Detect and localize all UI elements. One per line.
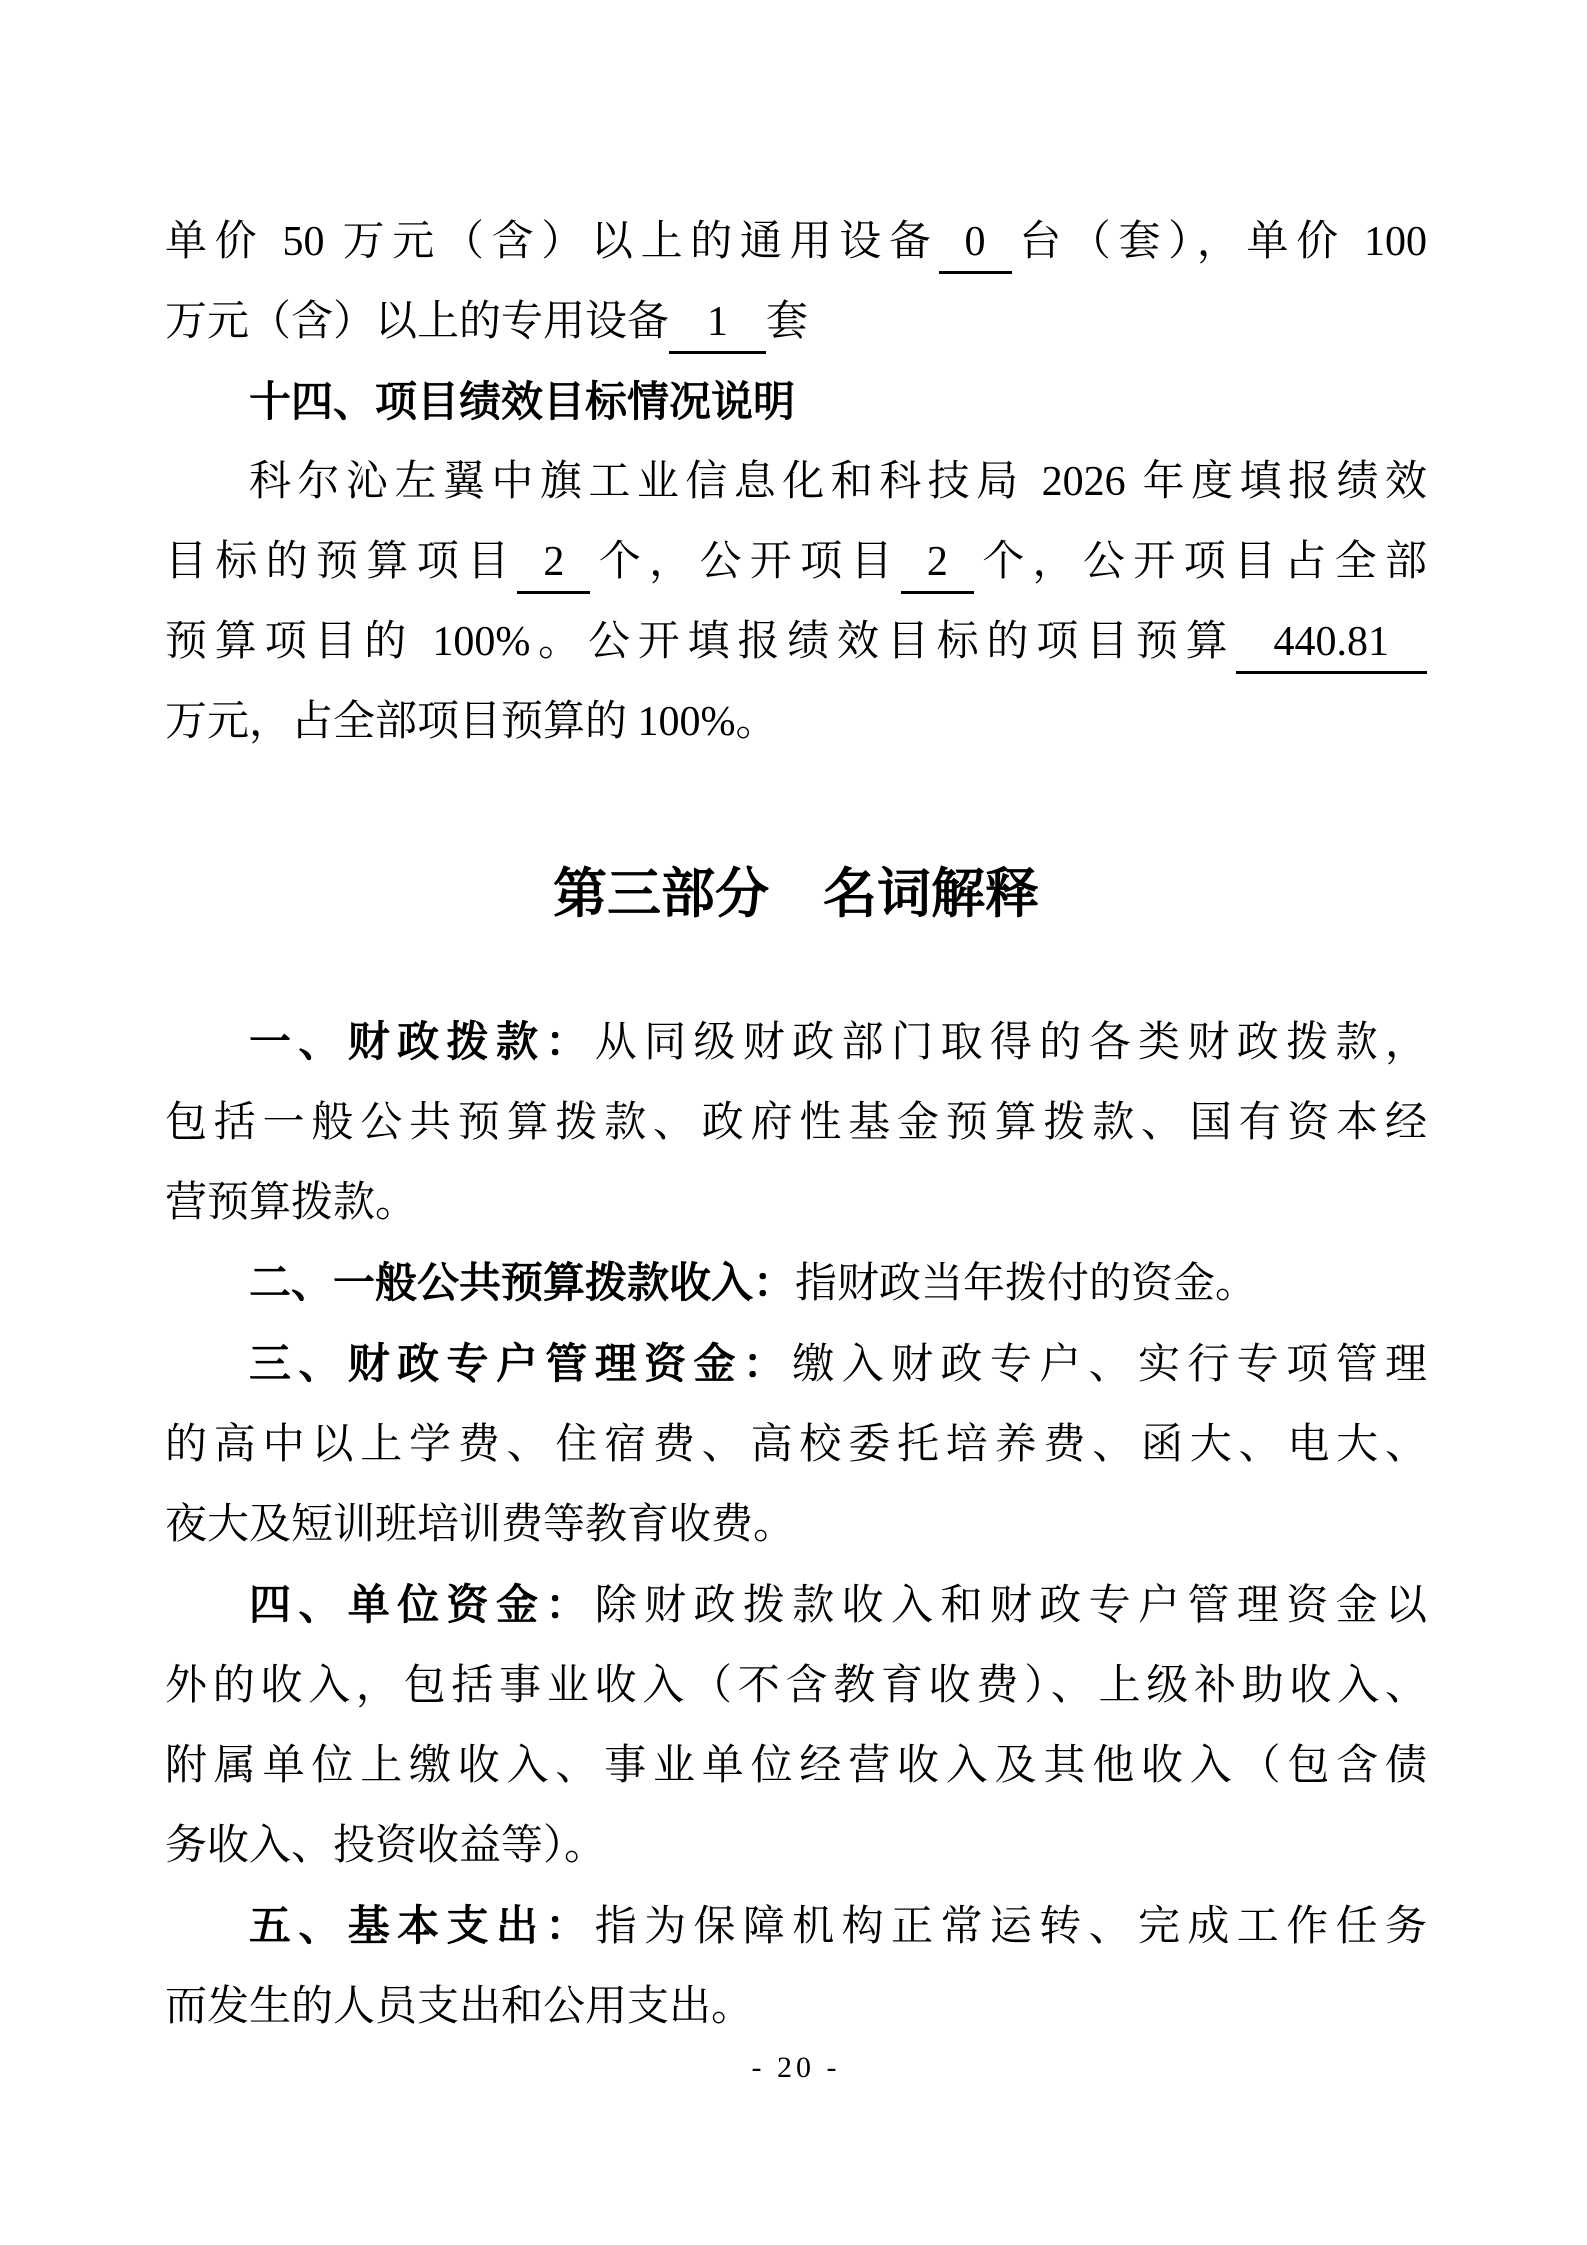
document-body [165, 202, 1427, 2047]
heading-part-three: 第三部分 名词解释 [553, 864, 1039, 924]
text-line [165, 1726, 1427, 1806]
text-line [165, 522, 1427, 602]
text-line [165, 1886, 1427, 1967]
text-line [165, 682, 1427, 762]
text-segment: 而发生的人员支出和公用支出。 [165, 1984, 754, 2030]
text-segment: 的高中以上学费、住宿费、高校委托培养费、函大、电大、 [165, 1422, 1427, 1468]
definition-2-general-public-budget-income [165, 1243, 1427, 1324]
text-line [165, 282, 1427, 362]
term-label: 一、财政拨款： [249, 1018, 595, 1065]
para-equipment-counts [165, 202, 1427, 362]
text-segment: 万元，占全部项目预算的 100%。 [165, 699, 778, 745]
text-line [165, 202, 1427, 282]
text-segment: 营预算拨款。 [165, 1180, 418, 1226]
underlined-value: 2 [517, 533, 590, 594]
text-segment: 缴入财政专户、实行专项管理 [792, 1342, 1427, 1388]
text-segment: 万元（含）以上的专用设备 [165, 299, 670, 345]
text-line [165, 1485, 1427, 1565]
term-label: 四、单位资金： [249, 1581, 595, 1628]
text-segment: 外的收入，包括事业收入（不含教育收费）、上级补助收入、 [165, 1663, 1427, 1709]
term-label: 五、基本支出： [249, 1902, 595, 1949]
text-line [165, 602, 1427, 682]
page-number: - 20 - [751, 2051, 841, 2084]
text-segment: 单价 50 万元（含）以上的通用设备 [165, 219, 939, 265]
heading-section-14: 十四、项目绩效目标情况说明 [249, 378, 796, 425]
underlined-value: 1 [669, 293, 766, 354]
text-line [165, 1405, 1427, 1485]
text-segment: 个，公开项目 [590, 539, 901, 585]
text-line [165, 1565, 1427, 1646]
text-segment: 预算项目的 100%。公开填报绩效目标的项目预算 [165, 619, 1236, 665]
text-line [165, 1083, 1427, 1163]
text-line [165, 1646, 1427, 1726]
para-performance-targets [165, 442, 1427, 762]
text-segment: 从同级财政部门取得的各类财政拨款， [594, 1020, 1427, 1066]
text-segment: 夜大及短训班培训费等教育收费。 [165, 1502, 796, 1548]
text-segment: 除财政拨款收入和财政专户管理资金以 [594, 1583, 1427, 1629]
text-segment: 套 [766, 299, 809, 345]
text-line [165, 1324, 1427, 1405]
underlined-value: 2 [901, 533, 974, 594]
text-segment: 附属单位上缴收入、事业单位经营收入及其他收入（包含债 [165, 1743, 1427, 1789]
text-segment: 科尔沁左翼中旗工业信息化和科技局 2026 年度填报绩效 [249, 459, 1427, 505]
text-segment: 包括一般公共预算拨款、政府性基金预算拨款、国有资本经 [165, 1100, 1427, 1146]
text-segment: 务收入、投资收益等）。 [165, 1823, 607, 1869]
text-segment: 台（套），单价 100 [1011, 219, 1427, 265]
definition-3-fiscal-special-account-funds [165, 1324, 1427, 1565]
underlined-value: 440.81 [1236, 613, 1428, 674]
definition-4-unit-funds [165, 1565, 1427, 1886]
underlined-value: 0 [939, 213, 1012, 274]
text-line [165, 1163, 1427, 1243]
definition-5-basic-expenditure [165, 1886, 1427, 2047]
text-line [165, 1002, 1427, 1083]
text-line [165, 1243, 1427, 1324]
text-line [165, 1967, 1427, 2047]
text-segment: 个，公开项目占全部 [973, 539, 1427, 585]
text-line [165, 1806, 1427, 1886]
term-label: 二、一般公共预算拨款收入： [249, 1259, 796, 1306]
text-segment: 指为保障机构正常运转、完成工作任务 [594, 1904, 1427, 1950]
text-segment: 指财政当年拨付的资金。 [795, 1261, 1258, 1307]
term-label: 三、财政专户管理资金： [249, 1340, 793, 1387]
definition-1-fiscal-appropriation [165, 1002, 1427, 1243]
text-line [165, 442, 1427, 522]
text-segment: 目标的预算项目 [165, 539, 518, 585]
